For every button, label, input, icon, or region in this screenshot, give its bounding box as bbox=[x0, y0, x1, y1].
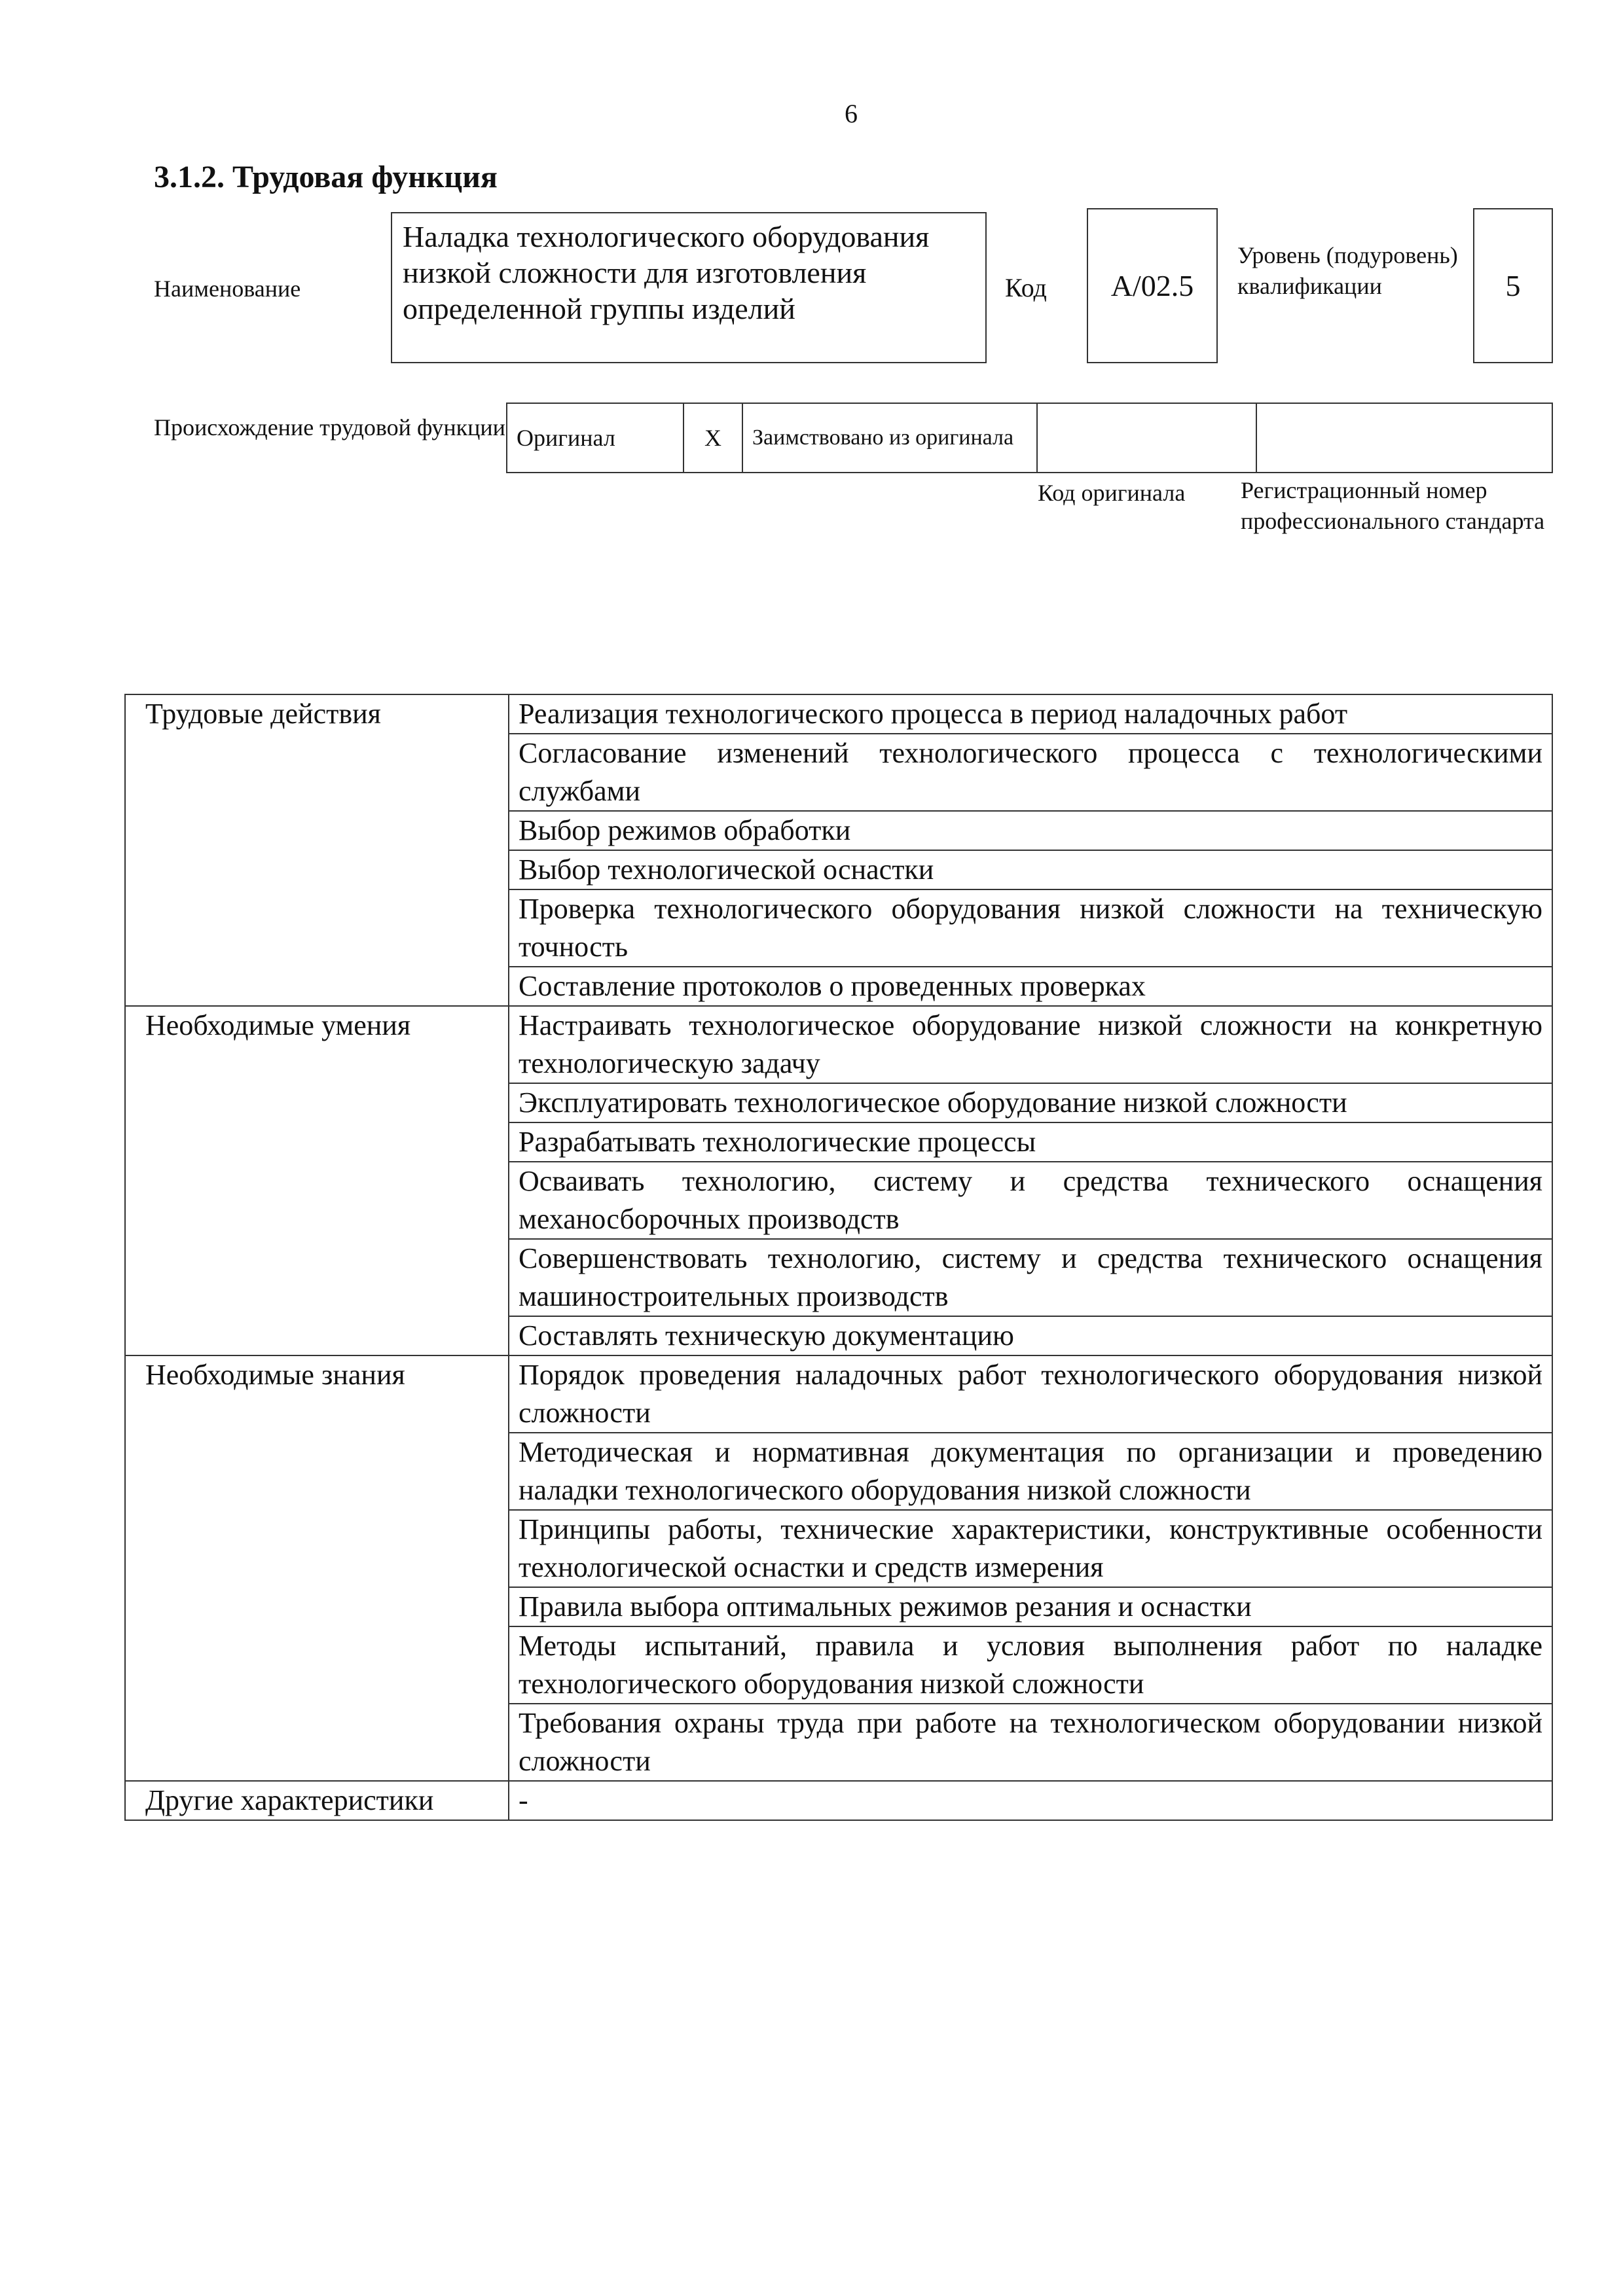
section-item: Правила выбора оптимальных режимов резания и оснастки bbox=[509, 1587, 1552, 1626]
original-mark: X bbox=[684, 403, 742, 473]
section-item: Составлять техническую документацию bbox=[509, 1316, 1552, 1355]
section-item: Проверка технологического оборудования низкой сложности на техническую точность bbox=[509, 889, 1552, 967]
code-value-box: A/02.5 bbox=[1087, 208, 1218, 363]
section-item: Эксплуатировать технологическое оборудование низкой сложности bbox=[509, 1083, 1552, 1122]
section-item: Составление протоколов о проведенных проверках bbox=[509, 967, 1552, 1006]
table-row bbox=[125, 1006, 1552, 1083]
code-original-caption: Код оригинала bbox=[1038, 480, 1186, 506]
section-item: Согласование изменений технологического процесса с технологическими службами bbox=[509, 734, 1552, 811]
section-item: Разрабатывать технологические процессы bbox=[509, 1122, 1552, 1162]
table-row bbox=[125, 1355, 1552, 1433]
section-item: - bbox=[509, 1781, 1552, 1820]
section-item: Выбор технологической оснастки bbox=[509, 850, 1552, 889]
original-code-cell bbox=[1037, 403, 1256, 473]
section-item: Выбор режимов обработки bbox=[509, 811, 1552, 850]
origin-table bbox=[506, 403, 1553, 473]
code-label: Код bbox=[1005, 273, 1047, 302]
section-title: 3.1.2. Трудовая функция bbox=[154, 160, 498, 194]
labor-function-table bbox=[124, 694, 1553, 1821]
level-value-box: 5 bbox=[1473, 208, 1553, 363]
section-heading: Необходимые знания bbox=[125, 1355, 509, 1781]
section-heading: Необходимые умения bbox=[125, 1006, 509, 1355]
level-label: Уровень (подуровень) квалификации bbox=[1237, 242, 1458, 299]
section-heading: Другие характеристики bbox=[125, 1781, 509, 1820]
section-item: Совершенствовать технологию, систему и средства технического оснащения машиностроительных производств bbox=[509, 1239, 1552, 1316]
section-heading: Трудовые действия bbox=[125, 694, 509, 1006]
section-item: Настраивать технологическое оборудование низкой сложности на конкретную технологическую задачу bbox=[509, 1006, 1552, 1083]
reg-number-caption: Регистрационный номер профессионального стандарта bbox=[1241, 477, 1545, 534]
original-label: Оригинал bbox=[507, 403, 684, 473]
section-item: Реализация технологического процесса в период наладочных работ bbox=[509, 694, 1552, 734]
reg-number-cell bbox=[1256, 403, 1552, 473]
table-row bbox=[125, 694, 1552, 734]
table-row bbox=[125, 1781, 1552, 1820]
section-item: Порядок проведения наладочных работ технологического оборудования низкой сложности bbox=[509, 1355, 1552, 1433]
section-item: Требования охраны труда при работе на технологическом оборудовании низкой сложности bbox=[509, 1704, 1552, 1781]
name-value-box: Наладка технологического оборудования низкой сложности для изготовления определенной группы изделий bbox=[391, 212, 987, 363]
section-item: Принципы работы, технические характеристики, конструктивные особенности технологической оснастки и средств измерения bbox=[509, 1510, 1552, 1587]
borrowed-label: Заимствовано из оригинала bbox=[742, 403, 1037, 473]
section-item: Осваивать технологию, систему и средства технического оснащения механосборочных производств bbox=[509, 1162, 1552, 1239]
page-number: 6 bbox=[845, 99, 858, 128]
name-label: Наименование bbox=[154, 276, 301, 302]
section-item: Методическая и нормативная документация по организации и проведению наладки технологического оборудования низкой сложности bbox=[509, 1433, 1552, 1510]
origin-label: Происхождение трудовой функции bbox=[154, 414, 505, 440]
section-item: Методы испытаний, правила и условия выполнения работ по наладке технологического оборудования низкой сложности bbox=[509, 1626, 1552, 1704]
